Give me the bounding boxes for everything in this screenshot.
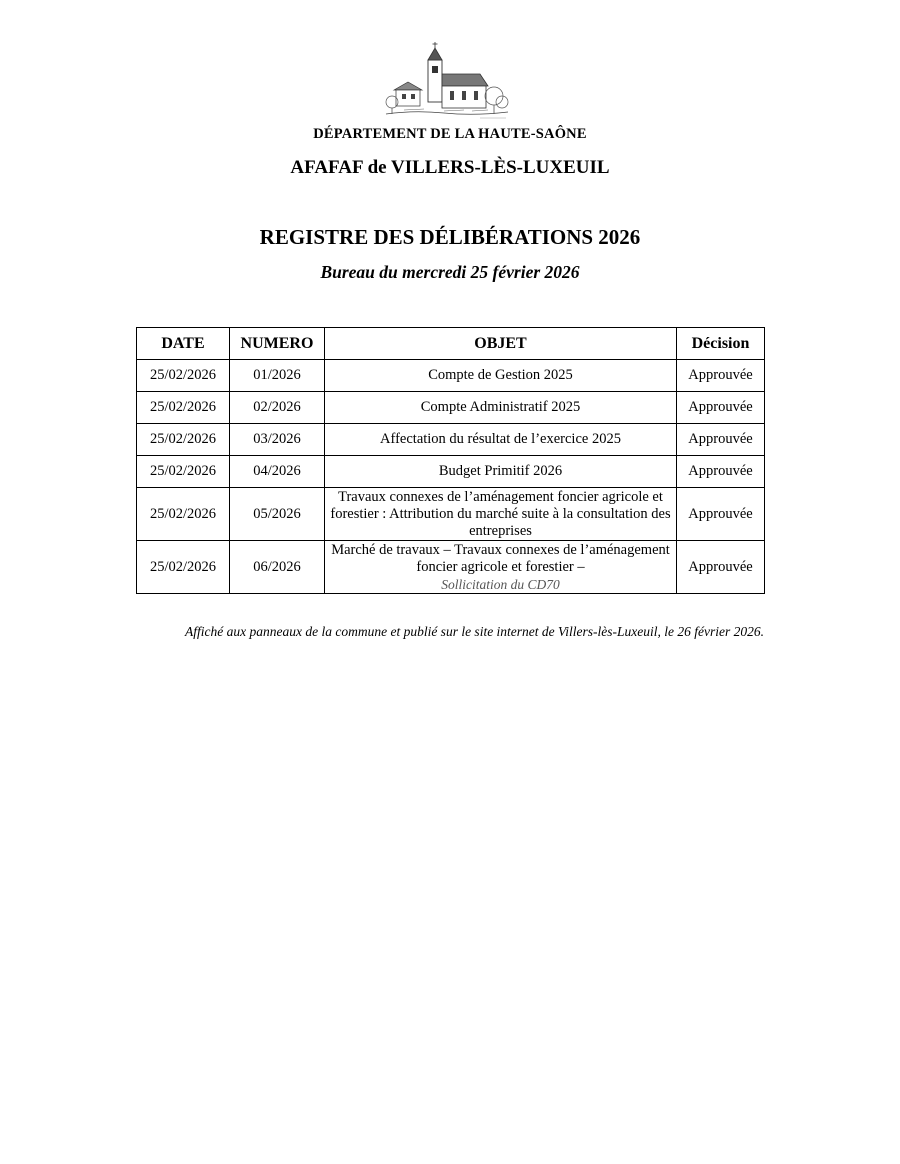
cell-decision: Approuvée	[677, 360, 765, 392]
cell-numero: 03/2026	[230, 424, 325, 456]
page-title: REGISTRE DES DÉLIBÉRATIONS 2026	[259, 225, 641, 249]
cell-date: 25/02/2026	[137, 392, 230, 424]
table-row	[137, 424, 765, 456]
cell-numero: 02/2026	[230, 392, 325, 424]
column-header-objet: OBJET	[325, 328, 677, 360]
cell-decision: Approuvée	[677, 488, 765, 541]
cell-numero: 04/2026	[230, 456, 325, 488]
village-church-logo	[384, 40, 510, 122]
cell-date: 25/02/2026	[137, 360, 230, 392]
cell-decision: Approuvée	[677, 392, 765, 424]
column-header-date: DATE	[137, 328, 230, 360]
table-header-row	[137, 328, 765, 360]
cell-date: 25/02/2026	[137, 456, 230, 488]
publication-notice: Affiché aux panneaux de la commune et publié sur le site internet de Villers-lès-Luxeuil, le 26 février 2026.	[185, 624, 764, 639]
cell-decision: Approuvée	[677, 424, 765, 456]
cell-date: 25/02/2026	[137, 488, 230, 541]
table-row	[137, 541, 765, 594]
table-row	[137, 392, 765, 424]
cell-objet: Compte de Gestion 2025	[325, 360, 677, 392]
cell-objet: Budget Primitif 2026	[325, 456, 677, 488]
table-row	[137, 456, 765, 488]
cell-objet: Affectation du résultat de l’exercice 2025	[325, 424, 677, 456]
table-row	[137, 360, 765, 392]
association-heading: AFAFAF de VILLERS-LÈS-LUXEUIL	[290, 157, 610, 178]
table-row	[137, 488, 765, 541]
cell-decision: Approuvée	[677, 541, 765, 594]
column-header-numero: NUMERO	[230, 328, 325, 360]
cell-objet-text: Marché de travaux – Travaux connexes de l’aménagement foncier agricole et forestier –	[331, 541, 670, 575]
department-heading: DÉPARTEMENT DE LA HAUTE-SAÔNE	[313, 126, 587, 142]
cell-objet-note: Sollicitation du CD70	[441, 576, 560, 592]
cell-numero: 05/2026	[230, 488, 325, 541]
cell-numero: 01/2026	[230, 360, 325, 392]
cell-date: 25/02/2026	[137, 424, 230, 456]
column-header-decision: Décision	[677, 328, 765, 360]
cell-objet: Travaux connexes de l’aménagement foncier agricole et forestier : Attribution du marché suite à la consultation des entreprises	[325, 488, 677, 541]
meeting-subtitle: Bureau du mercredi 25 février 2026	[320, 262, 580, 282]
cell-objet: Compte Administratif 2025	[325, 392, 677, 424]
cell-decision: Approuvée	[677, 456, 765, 488]
cell-date: 25/02/2026	[137, 541, 230, 594]
deliberations-table	[136, 327, 765, 594]
cell-numero: 06/2026	[230, 541, 325, 594]
cell-objet	[325, 541, 677, 594]
